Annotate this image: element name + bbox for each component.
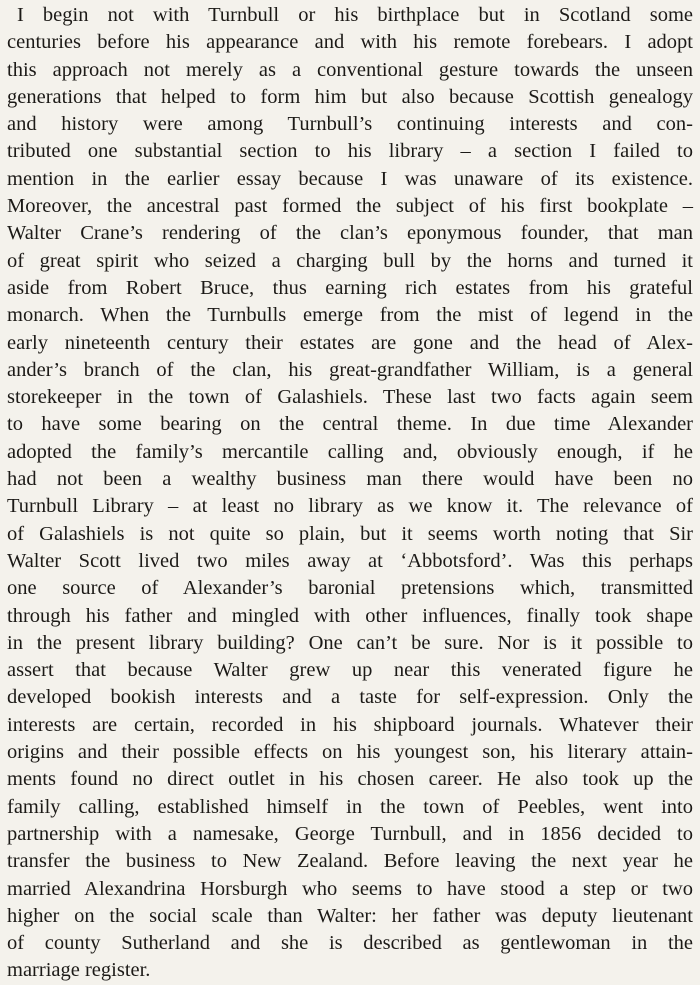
text-line: aside from Robert Bruce, thus earning rich estates from his grateful: [7, 276, 693, 299]
text-line: had not been a wealthy business man there would have been no: [7, 468, 693, 491]
text-line: Walter Scott lived two miles away at ‘Abbotsford’. Was this perhaps: [7, 549, 693, 572]
text-line: tributed one substantial section to his library – a section I failed to: [7, 140, 693, 163]
text-line: of Galashiels is not quite so plain, but it seems worth noting that Sir: [7, 522, 693, 545]
text-line: early nineteenth century their estates are gone and the head of Alex-: [7, 331, 693, 354]
text-line: transfer the business to New Zealand. Before leaving the next year he: [7, 850, 693, 873]
text-line: origins and their possible effects on his youngest son, his literary attain-: [7, 741, 693, 764]
text-line: to have some bearing on the central theme. In due time Alexander: [7, 413, 693, 436]
text-line: through his father and mingled with other influences, finally took shape: [7, 604, 693, 627]
text-line: and history were among Turnbull’s continuing interests and con-: [7, 113, 693, 136]
text-line: married Alexandrina Horsburgh who seems to have stood a step or two: [7, 877, 693, 900]
text-line: partnership with a namesake, George Turnbull, and in 1856 decided to: [7, 822, 693, 845]
text-line: ments found no direct outlet in his chosen career. He also took up the: [7, 768, 693, 791]
text-line: generations that helped to form him but also because Scottish genealogy: [7, 85, 693, 108]
text-line: developed bookish interests and a taste for self-expression. Only the: [7, 686, 693, 709]
text-line: Turnbull Library – at least no library as we know it. The relevance of: [7, 495, 693, 518]
text-line: mention in the earlier essay because I was unaware of its existence.: [7, 167, 693, 190]
text-line: of county Sutherland and she is described as gentlewoman in the: [7, 932, 693, 955]
text-line: one source of Alexander’s baronial pretensions which, transmitted: [7, 577, 693, 600]
text-line: higher on the social scale than Walter: her father was deputy lieutenant: [7, 904, 693, 927]
body-paragraph: [7, 2, 693, 985]
text-line: monarch. When the Turnbulls emerge from the mist of legend in the: [7, 304, 693, 327]
text-line: adopted the family’s mercantile calling and, obviously enough, if he: [7, 440, 693, 463]
text-line: I begin not with Turnbull or his birthplace but in Scotland some: [17, 4, 693, 26]
text-line: this approach not merely as a conventional gesture towards the unseen: [7, 58, 693, 81]
text-line: interests are certain, recorded in his shipboard journals. Whatever their: [7, 713, 693, 736]
text-line: Moreover, the ancestral past formed the subject of his first bookplate –: [7, 195, 693, 218]
text-line: centuries before his appearance and with his remote forebears. I adopt: [7, 31, 693, 54]
text-line: assert that because Walter grew up near this venerated figure he: [7, 659, 693, 682]
text-line: storekeeper in the town of Galashiels. These last two facts again seem: [7, 386, 693, 409]
text-line: Walter Crane’s rendering of the clan’s eponymous founder, that man: [7, 222, 693, 245]
text-line: ander’s branch of the clan, his great-grandfather William, is a general: [7, 358, 693, 381]
text-line: of great spirit who seized a charging bull by the horns and turned it: [7, 249, 693, 272]
text-line: family calling, established himself in the town of Peebles, went into: [7, 795, 693, 818]
text-line: in the present library building? One can’t be sure. Nor is it possible to: [7, 631, 693, 654]
text-line: marriage register.: [7, 959, 151, 982]
